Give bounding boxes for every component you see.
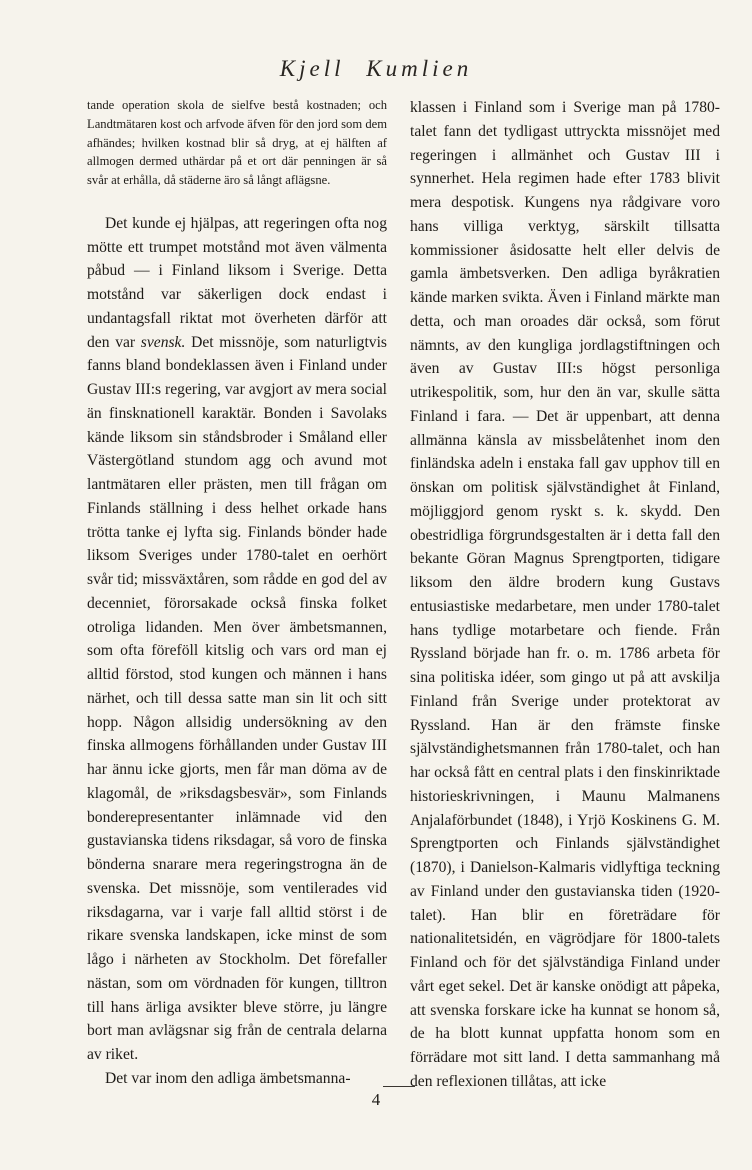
- body-paragraph-1-start: Det kunde ej hjälpas, att regeringen ofta nog mötte ett trumpet motstånd mot även välmenta påbud — i Finland liksom i Sverige. Detta motstånd var säkerligen dock endast i undantagsfall riktat mot överheten därför att den var: [87, 214, 387, 351]
- page-number: 4: [371, 1090, 381, 1109]
- footer-rule: [383, 1086, 415, 1087]
- body-paragraph-1: [87, 212, 387, 1067]
- body-paragraph-continued: klassen i Finland som i Sverige man på 1780-talet fann det tydligast uttryckta missnöjet med regeringen i allmänhet och Gustav III i synnerhet. Hela regimen hade efter 1783 blivit mera despotisk. Kungens nya rådgivare voro hans villiga verktyg, särskilt tillsatta kommissioner åsidosatte helt eller delvis de gamla ämbetsverken. Den adliga byråkratien kände marken svikta. Även i Finland märkte man detta, och man oroades där också, som förut nämnts, av den kungliga jordlagstiftningen och även av Gustav III:s högst personliga utrikespolitik, som, hur den än var, skulle sätta Finland i fara. — Det är uppenbart, att denna allmänna känsla av missbelåtenhet inom den finländska adeln i enstaka fall gav upphov till en önskan om politisk självständighet åt Finland, möjliggjord genom ryskt s. k. skydd. Den obestridliga förgrundsgestalten är i detta fall den bekante Göran Magnus Sprengtporten, tidigare liksom den äldre brodern kung Gustavs entusiastiske medarbetare, men under 1780-talet hans tydlige motarbetare och fiende. Från Ryssland började han fr. o. m. 1786 arbeta för sina politiska idéer, som gingo ut på att avskilja Finland från Sverige under protektorat av Ryssland. Han är den främste finske självständighetsmannen från 1780-talet, och han har också fått en central plats i den finskinriktade historieskrivningen, i Maunu Malmanens Anjalaförbundet (1848), i Yrjö Koskinens G. M. Sprengtporten och Finlands självständighet (1870), i Danielson-Kalmaris vidlyftiga teckning av Finland under den gustavianska tiden (1920-talet). Han blir en företrädare för nationalitetsidén, en vägrödjare för 1800-talets Finland och för det självständiga Finland under vårt eget sekel. Det är kanske onödigt att påpeka, att svenska forskare icke ha kunnat se honom så, de ha blott kunnat uppfatta honom som en förrädare mot sitt land. I detta sammanhang må den reflexionen tillåtas, att icke: [410, 99, 720, 1090]
- header-first-name: Kjell: [279, 56, 345, 81]
- body-paragraph-2: Det var inom den adliga ämbetsmanna-: [105, 1069, 351, 1087]
- right-column: [410, 96, 720, 1094]
- emphasis-svensk: svensk.: [140, 333, 186, 351]
- running-header: [0, 56, 752, 82]
- body-paragraph-1-end: Det missnöje, som naturligtvis fanns bland bondeklassen även i Finland under Gustav III:s regering, var avgjort av mera social än finsknationell karaktär. Bonden i Savolaks kände liksom sin ståndsbroder i Småland eller Västergötland stundom agg och avund mot lantmätaren eller prästen, men till frågan om Finlands ställning i dess helhet orkade hans trötta tanke ej lyfta sig. Finlands bönder hade liksom Sveriges under 1780-talet en oerhört svår tid; missväxtåren, som rådde en god del av decenniet, förorsakade också finska folket otroliga lidanden. Men över ämbetsmannen, som ofta föreföll kitslig och vars ord man ej alltid förstod, stod kungen och männen i hans närhet, och till dessa satte man sin lit och sitt hopp. Någon allsidig undersökning av den finska allmogens förhållanden under Gustav III har ännu icke gjorts, men får man döma av de klagomål, de »riksdagsbesvär», som Finlands bonderepresentanter inlämnade vid den gustavianska tidens riksdagar, så voro de finska bönderna snarare mera regeringstrogna än de svenska. Det missnöje, som ventilerades vid riksdagarna, var i varje fall alltid störst i de rikare svenska landskapen, icke minst de som lågo i närheten av Stockholm. Det förefaller nästan, som om vördnaden för kungen, tilltron till hans ärliga avsikter bleve större, ju längre bort man avlägsnar sig från de centrala delarna av riket.: [87, 333, 387, 1064]
- left-column: [87, 96, 387, 1091]
- quoted-passage: tande operation skola de sielfve bestå kostnaden; och Landtmätaren kost och arfvode äfven för den jord som dem afhändes; hvilken kostnad blir så dryg, at ej hälften af allmogen dermed uthärdar på et ort där penningen är så svår at erhålla, då städerne äro så långt aflägsne.: [87, 98, 387, 188]
- header-last-name: Kumlien: [366, 56, 473, 81]
